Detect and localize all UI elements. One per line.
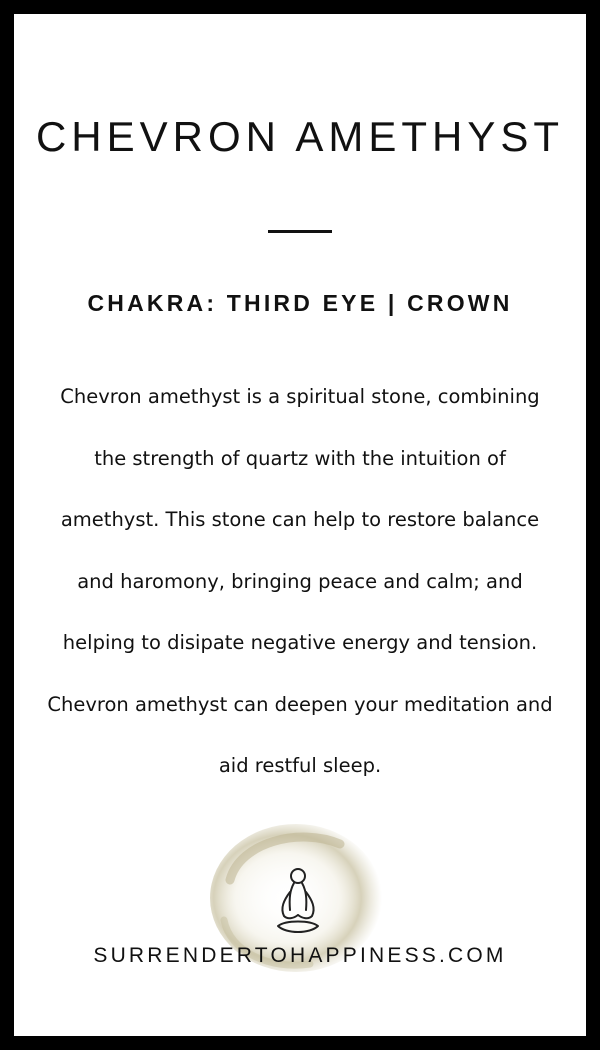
stone-description: Chevron amethyst is a spiritual stone, combining the strength of quartz with the intuition of amethyst. This stone can help to restore balance and haromony, bringing peace and calm; and helping to disipate negative energy and tension. Chevron amethyst can deepen your meditation and aid restful sleep. [47,385,553,777]
chakra-subtitle: CHAKRA: THIRD EYE | CROWN [87,290,513,316]
stone-title: CHEVRON AMETHYST [35,113,565,160]
website-url: SURRENDERTOHAPPINESS.COM [93,944,507,967]
title-divider [268,230,332,233]
stone-card [14,14,586,1036]
